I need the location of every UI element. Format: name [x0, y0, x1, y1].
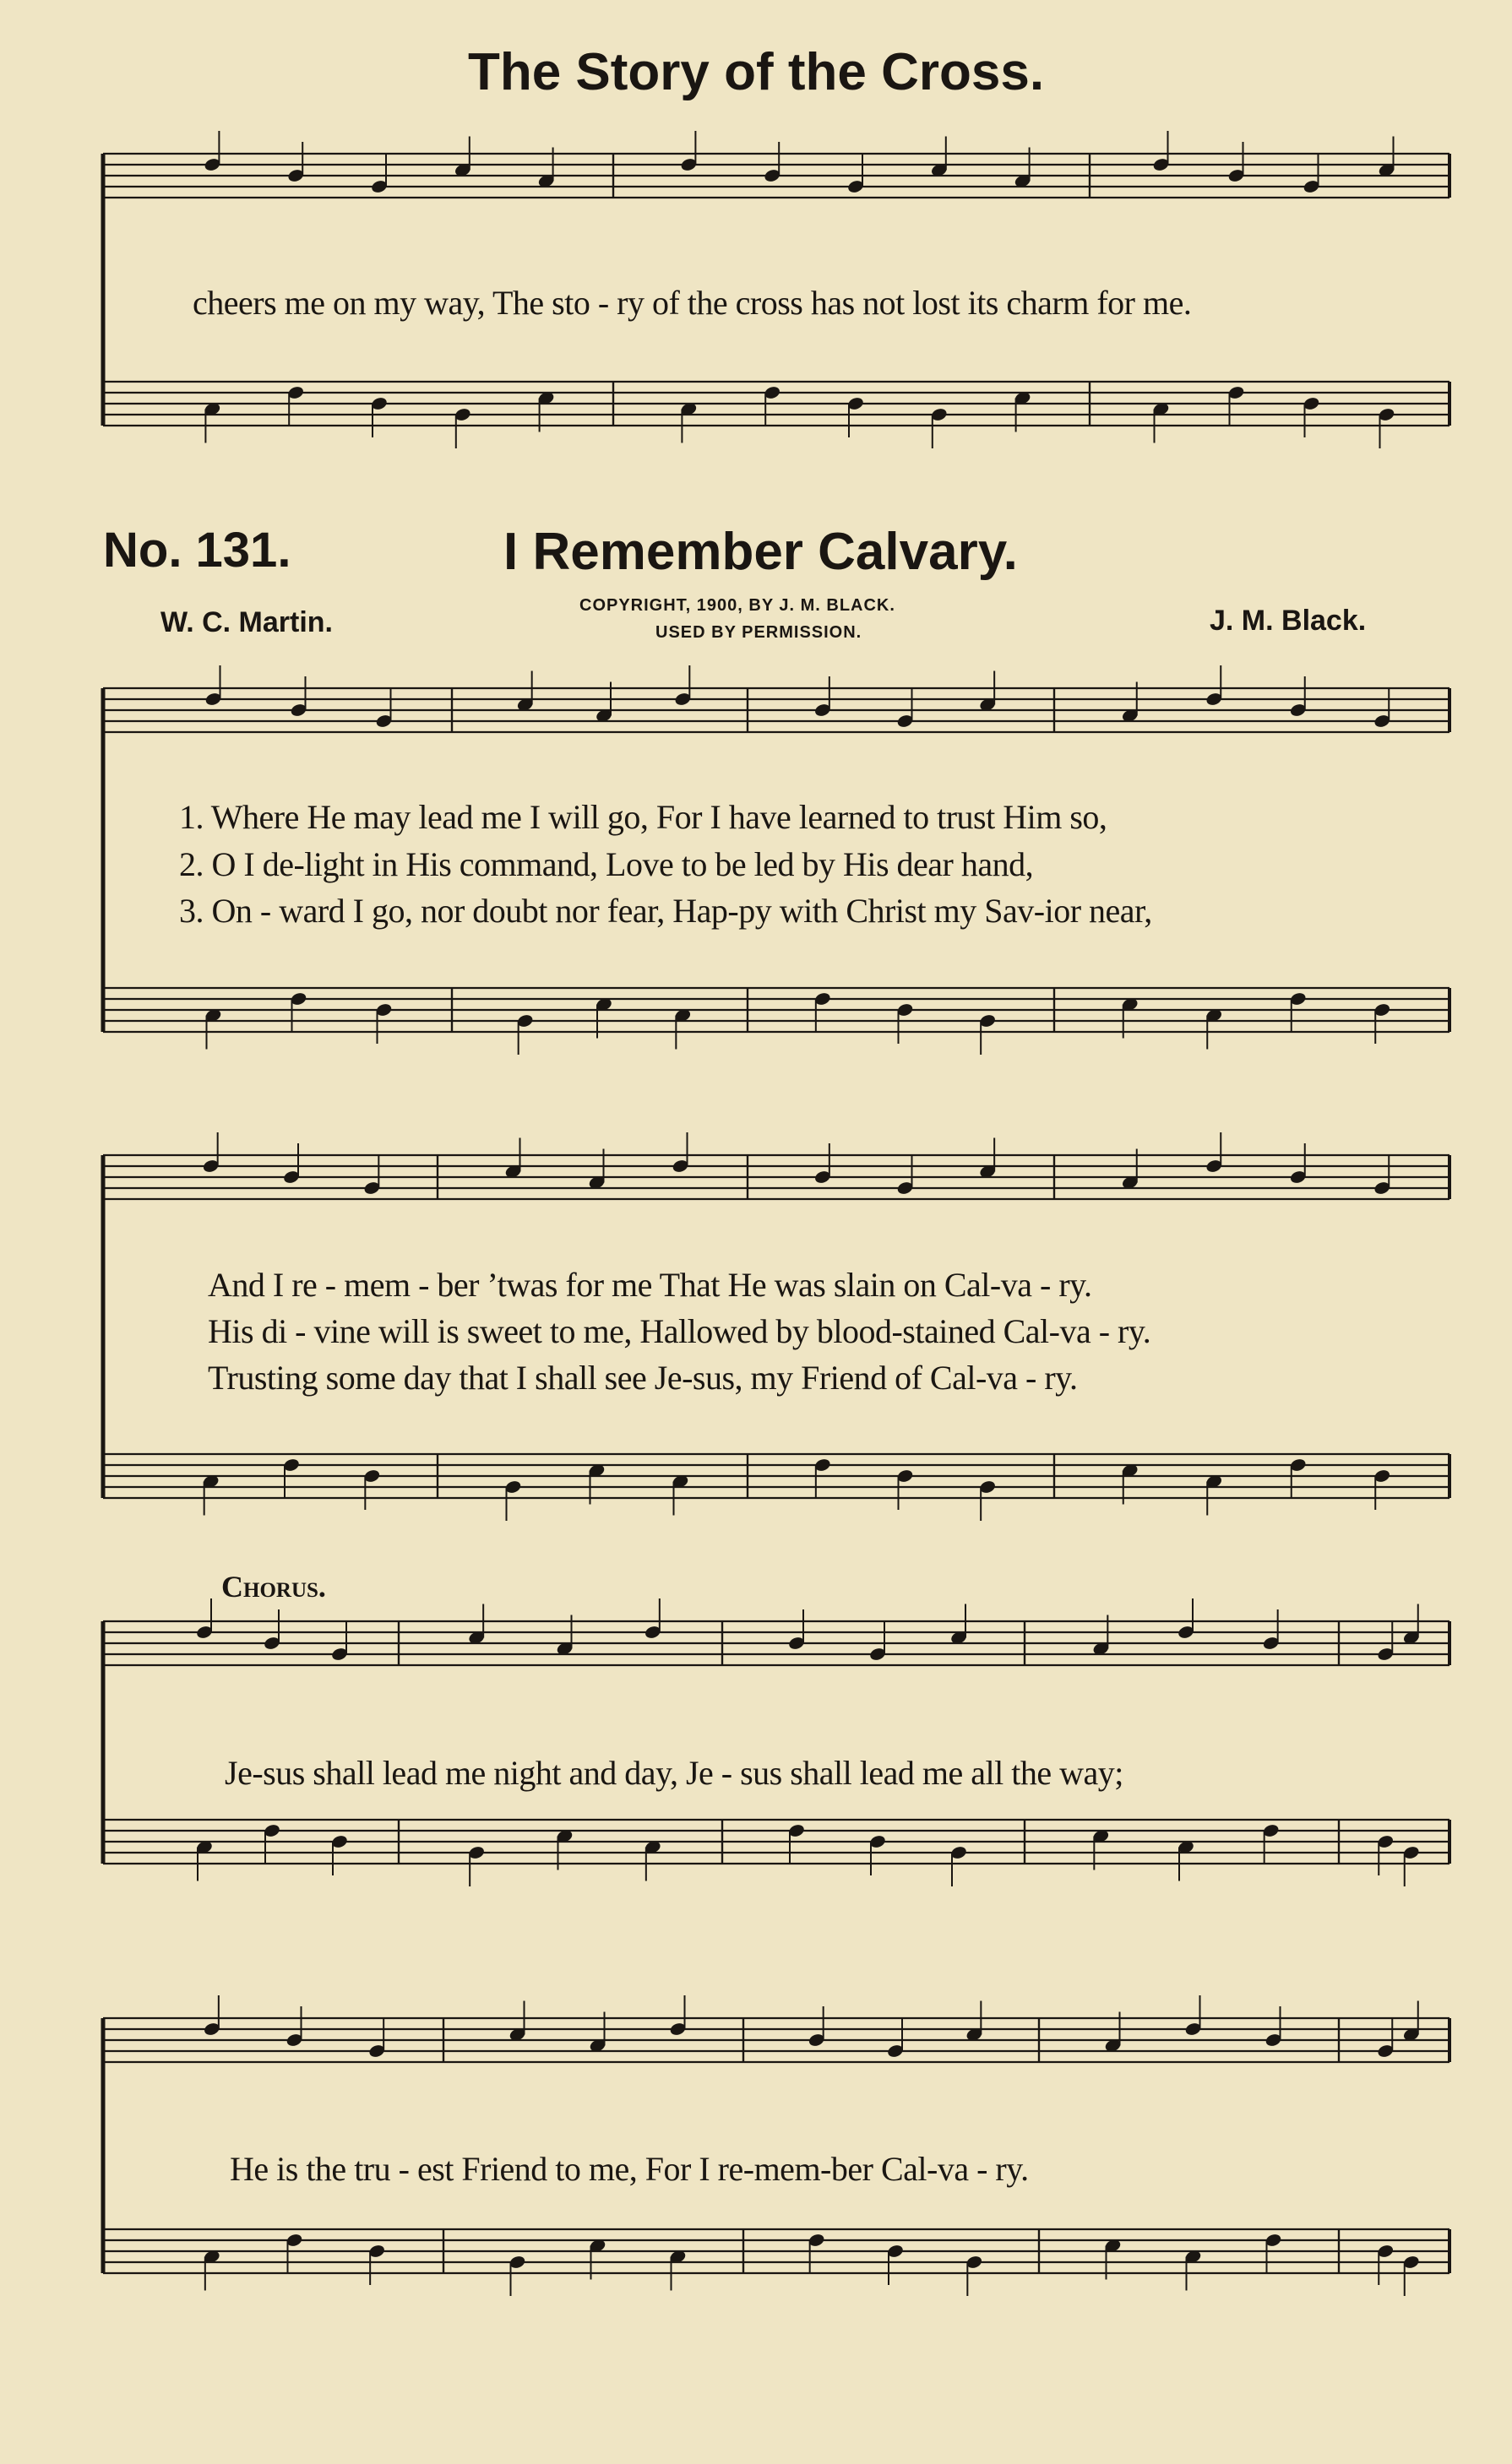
copyright-line-1: COPYRIGHT, 1900, BY J. M. BLACK. [579, 596, 895, 615]
previous-hymn-title: The Story of the Cross. [467, 43, 1045, 101]
verse-1-line-1: 1. Where He may lead me I will go, For I have learned to trust Him so, [179, 798, 1107, 836]
copyright-line-2: USED BY PERMISSION. [655, 623, 862, 642]
hymn-number: No. 131. [103, 523, 291, 578]
hymn-composer: J. M. Black. [1210, 605, 1367, 637]
verse-1-line-2: And I re - mem - ber ’twas for me That He was slain on Cal-va - ry. [208, 1266, 1092, 1304]
hymn-title: I Remember Calvary. [503, 523, 1018, 581]
chorus-line-1: Je-sus shall lead me night and day, Je - sus shall lead me all the way; [225, 1754, 1123, 1792]
music-system-4 [0, 1587, 1512, 1897]
verse-3-line-1: 3. On - ward I go, nor doubt nor fear, Hap-py with Christ my Sav-ior near, [179, 892, 1152, 930]
previous-hymn-lyric: cheers me on my way, The sto - ry of the cross has not lost its charm for me. [193, 284, 1192, 322]
verse-2-line-1: 2. O I de-light in His command, Love to be led by His dear hand, [179, 845, 1034, 883]
chorus-line-2: He is the tru - est Friend to me, For I re-mem-ber Cal-va - ry. [230, 2150, 1029, 2188]
verse-2-line-2: His di - vine will is sweet to me, Hallowed by blood-stained Cal-va - ry. [208, 1312, 1151, 1350]
verse-3-line-2: Trusting some day that I shall see Je-sus, my Friend of Cal-va - ry. [208, 1359, 1078, 1397]
music-system-5 [0, 1984, 1512, 2307]
chorus-label: Chorus. [221, 1570, 326, 1604]
hymn-author: W. C. Martin. [160, 606, 333, 638]
